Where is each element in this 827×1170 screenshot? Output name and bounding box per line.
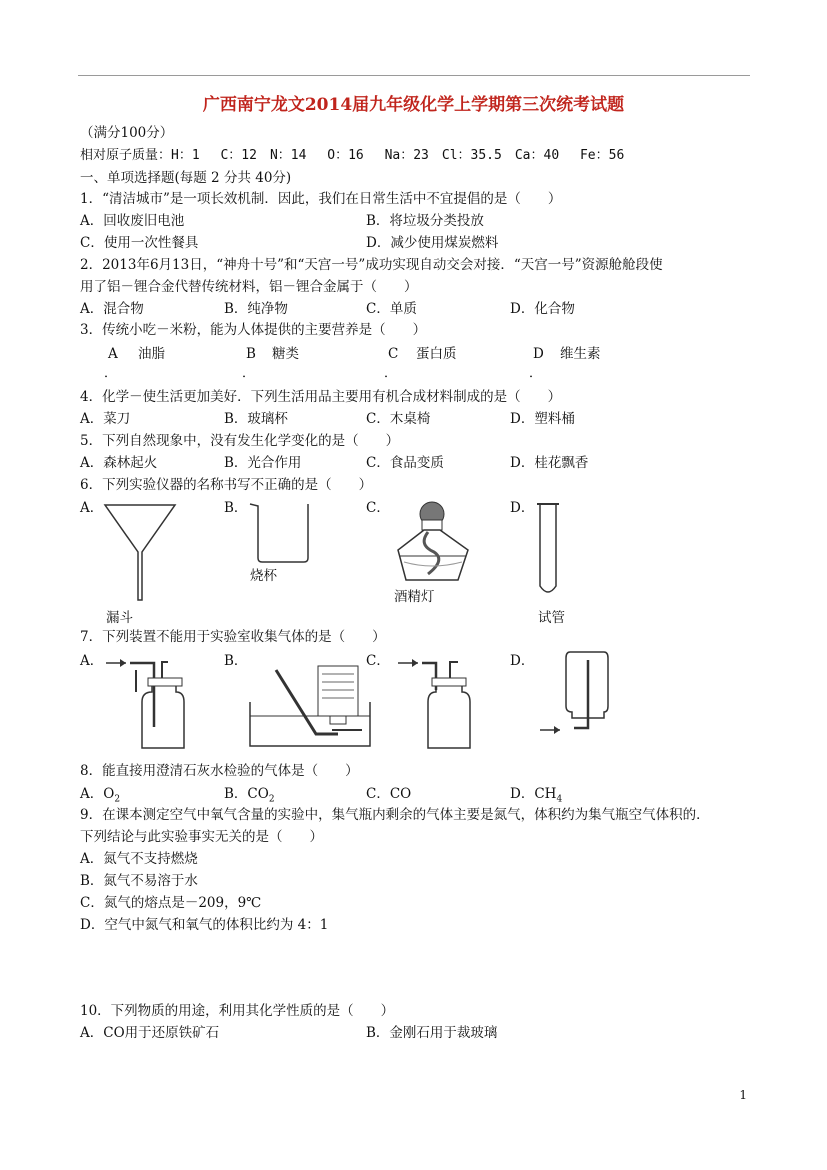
q5-stem: 5．下列自然现象中，没有发生化学变化的是（ ） bbox=[80, 433, 400, 449]
q1-option-a: A．回收废旧电池 bbox=[80, 213, 185, 229]
q4-option-b: B．玻璃杯 bbox=[224, 411, 288, 427]
q5-option-c: C．食品变质 bbox=[366, 455, 444, 471]
q3-letter-d: D bbox=[533, 346, 544, 362]
test-tube-figure bbox=[534, 500, 564, 600]
q6-name-c: 酒精灯 bbox=[394, 589, 435, 605]
q6-option-c: C． bbox=[366, 500, 390, 516]
q9-option-c: C．氮气的熔点是－209，9℃ bbox=[80, 895, 262, 911]
q5-option-d: D．桂花飘香 bbox=[510, 455, 589, 471]
q9-stem-1: 9．在课本测定空气中氧气含量的实验中，集气瓶内剩余的气体主要是氮气，体积约为集气瓶空气体积的． bbox=[80, 807, 710, 823]
q2-option-a: A．混合物 bbox=[80, 301, 144, 317]
q4-stem: 4．化学－使生活更加美好．下列生活用品主要用有机合成材料制成的是（ ） bbox=[80, 389, 562, 405]
q7-option-d: D． bbox=[510, 653, 535, 669]
q8-option-c: C．CO bbox=[366, 786, 412, 802]
q2-option-c: C．单质 bbox=[366, 301, 417, 317]
q10-option-b: B．金刚石用于裁玻璃 bbox=[366, 1025, 498, 1041]
q6-option-b: B． bbox=[224, 500, 248, 516]
page-title: 广西南宁龙文2014届九年级化学上学期第三次统考试题 bbox=[202, 95, 625, 115]
q4-option-c: C．木桌椅 bbox=[366, 411, 431, 427]
q5-option-b: B．光合作用 bbox=[224, 455, 302, 471]
q6-name-b: 烧杯 bbox=[250, 568, 277, 584]
q3-option-a: 油脂 bbox=[138, 346, 165, 362]
q8-option-b: B．$CO_2$ bbox=[224, 786, 275, 805]
funnel-figure bbox=[100, 500, 180, 610]
q3-option-c: 蛋白质 bbox=[416, 346, 457, 362]
q3-dot-b: ． bbox=[242, 366, 256, 381]
q6-option-d: D． bbox=[510, 500, 535, 516]
q1-stem: 1．“清洁城市”是一项长效机制．因此，我们在日常生活中不宜提倡的是（ ） bbox=[80, 191, 562, 207]
gas-bottle-c-figure bbox=[396, 652, 486, 752]
q9-option-a: A．氮气不支持燃烧 bbox=[80, 851, 198, 867]
q1-option-d: D．减少使用煤炭燃料 bbox=[366, 235, 499, 251]
q2-stem-2: 用了铝－锂合金代替传统材料，铝－锂合金属于（ ） bbox=[80, 279, 418, 295]
q7-stem: 7．下列装置不能用于实验室收集气体的是（ ） bbox=[80, 629, 386, 645]
q1-option-b: B．将垃圾分类投放 bbox=[366, 213, 484, 229]
q9-option-b: B．氮气不易溶于水 bbox=[80, 873, 198, 889]
q5-option-a: A．森林起火 bbox=[80, 455, 158, 471]
q6-stem: 6．下列实验仪器的名称书写不正确的是（ ） bbox=[80, 477, 373, 493]
alcohol-lamp-figure bbox=[388, 500, 478, 584]
q10-option-a: A．CO用于还原铁矿石 bbox=[80, 1025, 220, 1041]
gas-bottle-a-figure bbox=[104, 652, 194, 752]
q9-stem-2: 下列结论与此实验事实无关的是（ ） bbox=[80, 829, 323, 845]
q8-option-a: A．$O_2$ bbox=[80, 786, 121, 805]
q3-letter-c: C bbox=[388, 346, 399, 362]
header-rule bbox=[78, 75, 750, 76]
q8-stem: 8．能直接用澄清石灰水检验的气体是（ ） bbox=[80, 763, 359, 779]
q3-letter-b: B bbox=[246, 346, 256, 362]
q2-option-d: D．化合物 bbox=[510, 301, 575, 317]
atomic-mass: 相对原子质量：H：1 C：12 N：14 O：16 Na：23 Cl：35.5 Ca：40 Fe：56 bbox=[80, 148, 625, 163]
q7-option-a: A． bbox=[80, 653, 104, 669]
q3-dot-d: ． bbox=[529, 366, 543, 381]
q4-option-d: D．塑料桶 bbox=[510, 411, 575, 427]
section-heading: 一、单项选择题(每题 2 分共 40分) bbox=[80, 170, 292, 186]
q3-stem: 3．传统小吃－米粉，能为人体提供的主要营养是（ ） bbox=[80, 322, 427, 338]
q3-letter-a: A bbox=[108, 346, 118, 362]
q7-option-c: C． bbox=[366, 653, 390, 669]
page-number: 1 bbox=[739, 1088, 747, 1102]
q6-name-d: 试管 bbox=[538, 610, 565, 626]
q6-option-a: A． bbox=[80, 500, 104, 516]
q4-option-a: A．菜刀 bbox=[80, 411, 131, 427]
q2-stem-1: 2．2013年6月13日，“神舟十号”和“天宫一号”成功实现自动交会对接．“天宫一号”资源舱舱段使 bbox=[80, 257, 663, 273]
q7-option-b: B． bbox=[224, 653, 248, 669]
q3-dot-c: ． bbox=[384, 366, 398, 381]
beaker-figure bbox=[248, 500, 318, 564]
q3-option-b: 糖类 bbox=[272, 346, 299, 362]
q8-option-d: D．$CH_4$ bbox=[510, 786, 563, 805]
water-displacement-figure bbox=[246, 660, 376, 752]
q1-option-c: C．使用一次性餐具 bbox=[80, 235, 199, 251]
q3-dot-a: ． bbox=[104, 366, 118, 381]
q9-option-d: D．空气中氮气和氧气的体积比约为 4：1 bbox=[80, 917, 329, 933]
q6-name-a: 漏斗 bbox=[106, 610, 133, 626]
full-score: （满分100分） bbox=[80, 125, 174, 141]
q3-option-d: 维生素 bbox=[560, 346, 601, 362]
inverted-bottle-d-figure bbox=[538, 650, 618, 740]
q10-stem: 10．下列物质的用途，利用其化学性质的是（ ） bbox=[80, 1003, 395, 1019]
q2-option-b: B．纯净物 bbox=[224, 301, 288, 317]
